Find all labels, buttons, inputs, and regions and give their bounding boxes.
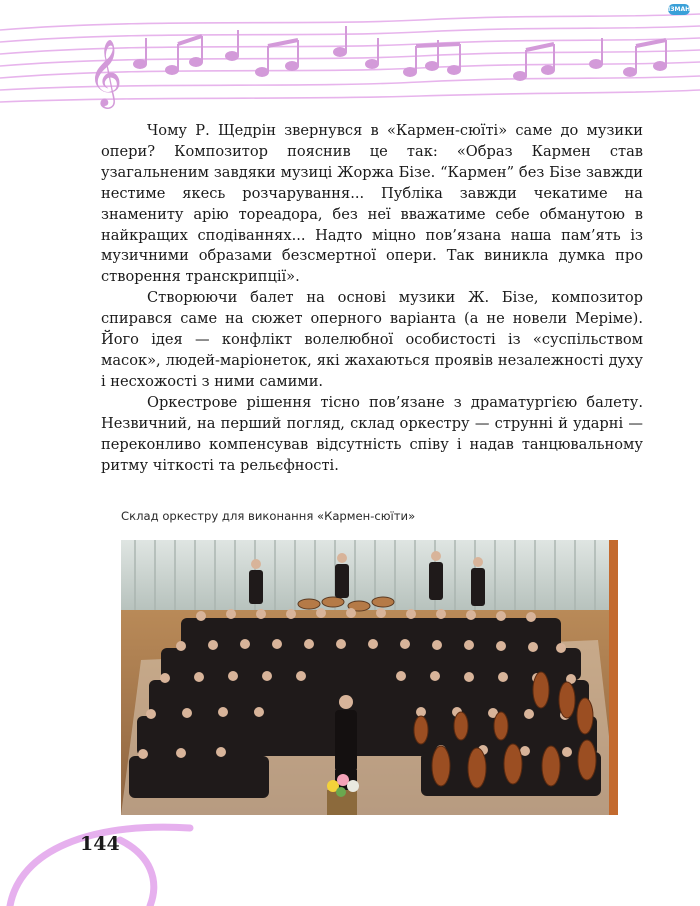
svg-text:𝄞: 𝄞 <box>88 38 123 106</box>
publisher-logo: ІЗМАН <box>668 6 690 13</box>
orchestra-photo <box>121 540 618 815</box>
paragraph: Оркестрове рішення тісно пов’язане з драматургією балету. Незвичний, на перший погляд, склад оркестру — струнні й ударні — переконливо компенсував відсутність співу і надав танцювальному ритму чіткості та рельєфності. <box>101 393 643 474</box>
figure-caption: Склад оркестру для виконання «Кармен-сюїти» <box>121 509 416 523</box>
paragraph: Створюючи балет на основі музики Ж. Бізе, композитор спирався саме на сюжет оперного варіанта (а не новели Меріме). Його ідея — конфлікт волелюбної особистості із «суспільством масок», людей-маріонеток, які жахаються проявів незалежності духу і несхожості з ними самими. <box>101 289 643 390</box>
main-text <box>101 121 643 476</box>
music-staff-banner <box>0 0 700 110</box>
page-number: 144 <box>80 833 120 855</box>
paragraph: Чому Р. Щедрін звернувся в «Кармен-сюїті» саме до музики опери? Композитор пояснив це так: «Образ Кармен став узагальненим завдяки музиці Жоржа Бізе. “Кармен” без Бізе завжди нестиме якесь розчарування... Публіка завжди чекатиме на знамениту арію тореадора, без неї вважатиме себе обманутою в найкращих сподіваннях... Надто міцно пов’язана наша пам’ять із музичними образами безсмертної опери. Так виникла думка про створення транскрипції». <box>101 122 643 286</box>
page-corner-arc <box>0 810 200 906</box>
